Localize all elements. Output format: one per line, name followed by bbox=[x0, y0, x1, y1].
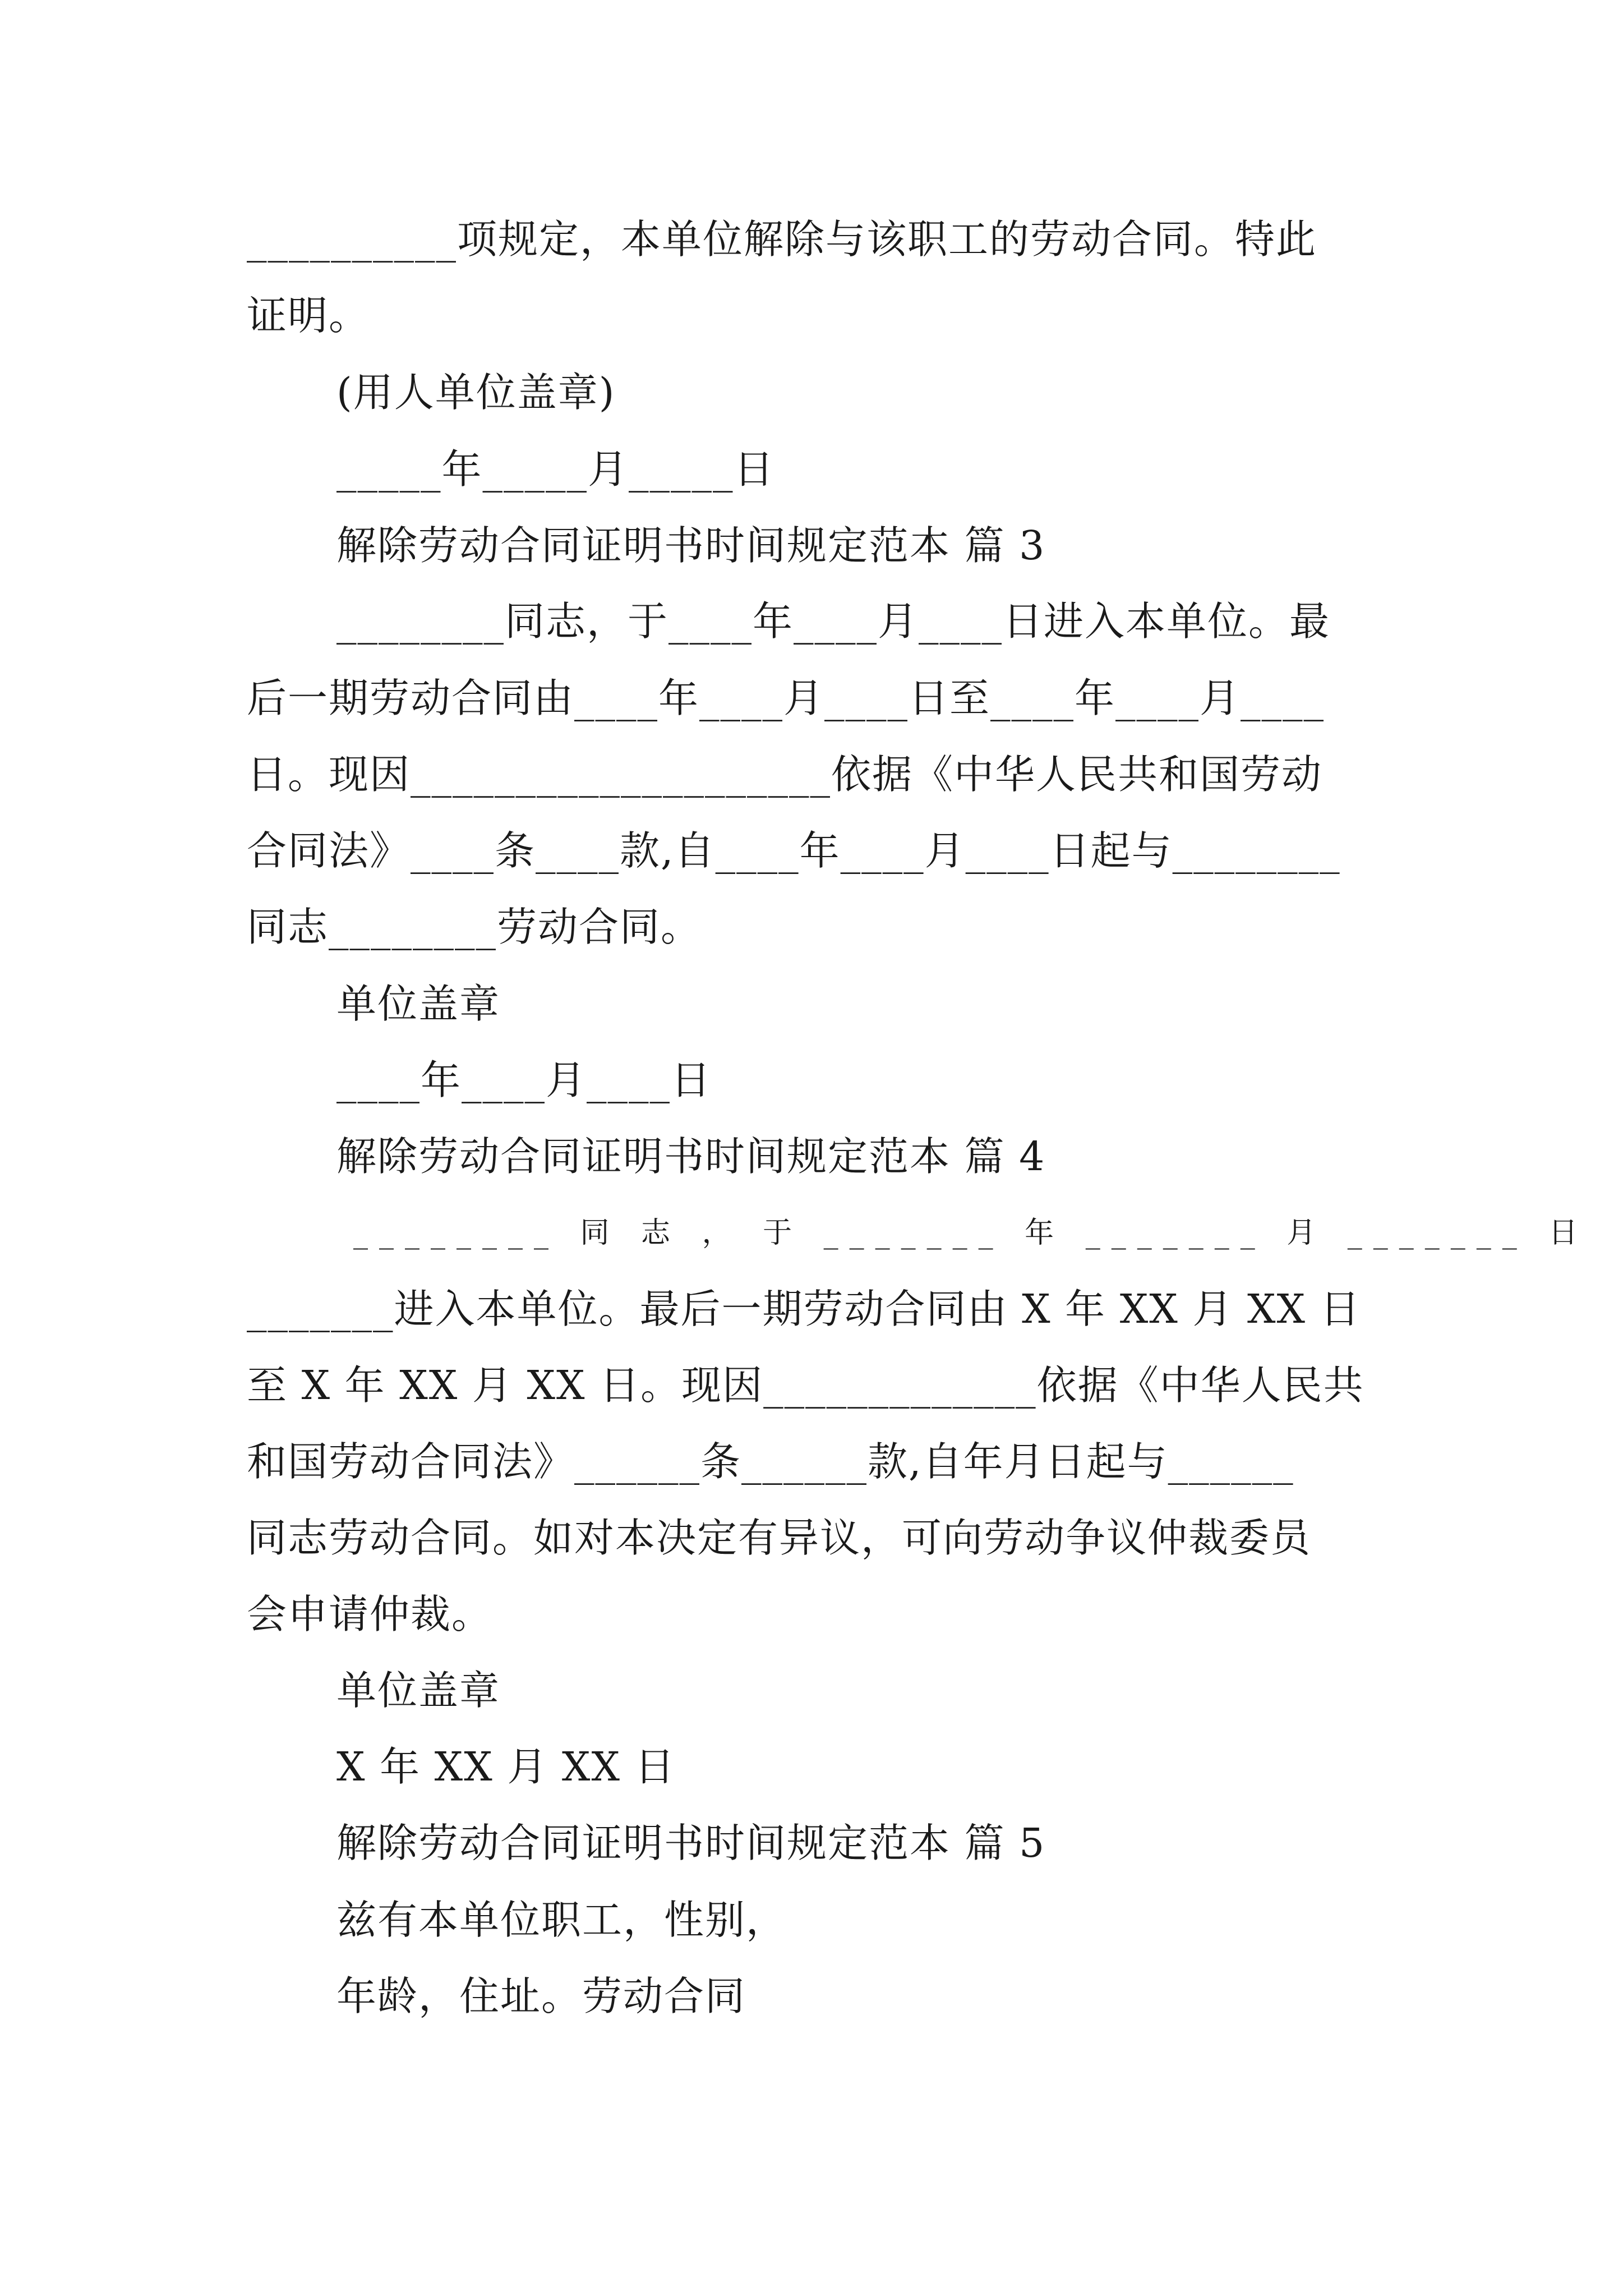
text-line-1: __________项规定，本单位解除与该职工的劳动合同。特此 bbox=[247, 216, 1317, 263]
text-line-11: 单位盖章 bbox=[336, 981, 501, 1027]
text-line-19: 会申请仲裁。 bbox=[247, 1591, 493, 1637]
text-line-2: 证明。 bbox=[247, 292, 370, 339]
text-line-4: _____年_____月_____日 bbox=[336, 446, 775, 493]
text-line-16: 至 X 年 XX 月 XX 日。现因_____________依据《中华人民共 bbox=[247, 1362, 1364, 1409]
text-line-21: X 年 XX 月 XX 日 bbox=[336, 1743, 676, 1790]
text-line-17: 和国劳动合同法》______条______款,自年月日起与______ bbox=[247, 1438, 1294, 1485]
text-line-10: 同志________劳动合同。 bbox=[247, 904, 702, 950]
section-heading-4: 解除劳动合同证明书时间规定范本 篇 4 bbox=[336, 1133, 1046, 1180]
text-line-6: ________同志，于____年____月____日进入本单位。最 bbox=[336, 598, 1331, 645]
text-line-15: _______进入本单位。最后一期劳动合同由 X 年 XX 月 XX 日 bbox=[247, 1286, 1361, 1332]
text-line-14: ________ 同 志 ， 于 _______ 年 _______ 月 _______ 日 bbox=[353, 1216, 1589, 1250]
text-line-23: 兹有本单位职工，性别， bbox=[336, 1897, 787, 1943]
text-line-12: ____年____月____日 bbox=[336, 1057, 712, 1103]
text-line-20: 单位盖章 bbox=[336, 1667, 501, 1714]
text-line-9: 合同法》____条____款,自____年____月____日起与________ bbox=[247, 827, 1341, 874]
text-line-18: 同志劳动合同。如对本决定有异议，可向劳动争议仲裁委员 bbox=[247, 1515, 1312, 1561]
section-heading-3: 解除劳动合同证明书时间规定范本 篇 3 bbox=[336, 522, 1046, 569]
text-line-24: 年龄，住址。劳动合同 bbox=[336, 1973, 746, 2019]
text-line-8: 日。现因____________________依据《中华人民共和国劳动 bbox=[247, 751, 1323, 798]
section-heading-5: 解除劳动合同证明书时间规定范本 篇 5 bbox=[336, 1820, 1046, 1866]
text-line-3: (用人单位盖章) bbox=[336, 369, 616, 416]
text-line-7: 后一期劳动合同由____年____月____日至____年____月____ bbox=[247, 675, 1325, 721]
